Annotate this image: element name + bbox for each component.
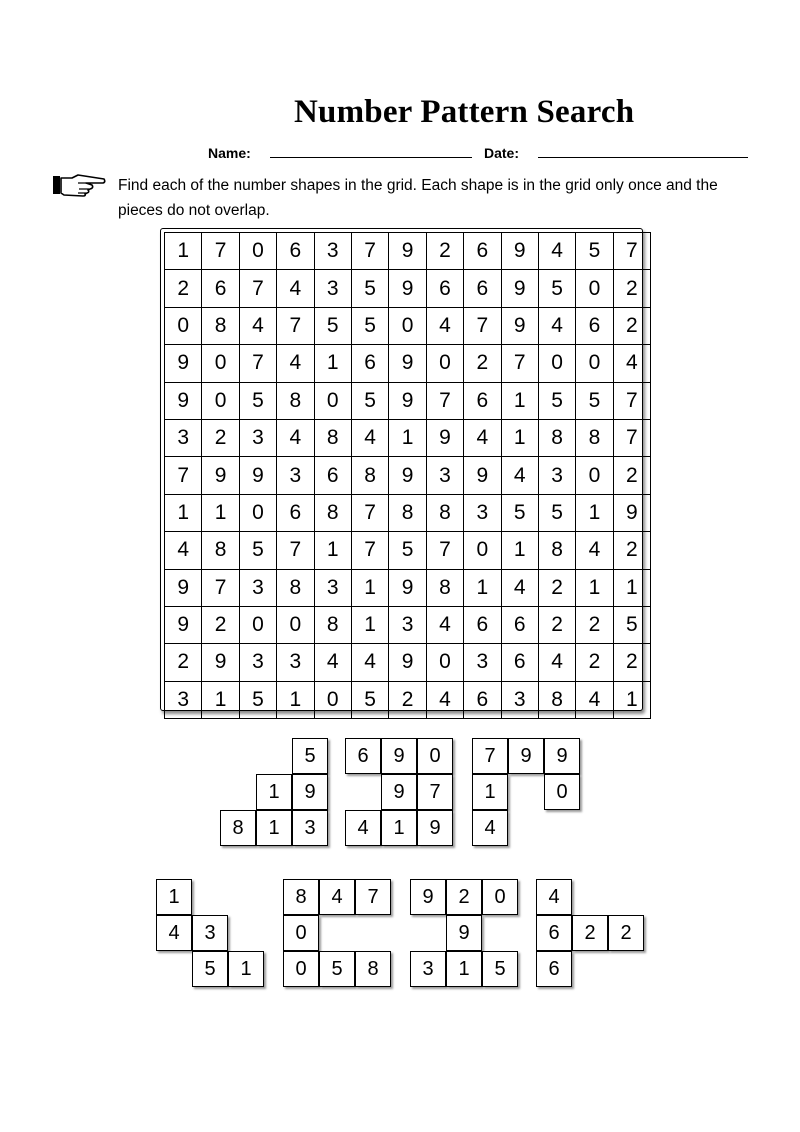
piece-cell: 7 [417, 774, 453, 810]
grid-cell: 5 [351, 382, 388, 419]
grid-cell: 4 [277, 419, 314, 456]
grid-cell: 4 [538, 644, 575, 681]
grid-cell: 8 [576, 419, 613, 456]
grid-cell: 5 [351, 681, 388, 718]
piece-cell: 9 [508, 738, 544, 774]
piece-cell: 3 [410, 951, 446, 987]
grid-cell: 0 [576, 345, 613, 382]
grid-cell: 4 [613, 345, 650, 382]
grid-cell: 8 [389, 494, 426, 531]
piece-cell: 0 [544, 774, 580, 810]
grid-cell: 6 [501, 644, 538, 681]
grid-cell: 3 [277, 457, 314, 494]
piece-cell: 9 [381, 774, 417, 810]
grid-cell: 8 [426, 569, 463, 606]
piece-cell: 4 [472, 810, 508, 846]
worksheet-title: Number Pattern Search [294, 94, 635, 130]
grid-cell: 2 [165, 270, 202, 307]
grid-cell: 4 [501, 569, 538, 606]
grid-cell: 2 [389, 681, 426, 718]
grid-cell: 0 [277, 606, 314, 643]
grid-cell: 8 [538, 532, 575, 569]
grid-cell: 5 [239, 382, 276, 419]
grid-cell: 2 [613, 457, 650, 494]
piece-cell: 6 [536, 915, 572, 951]
grid-row [165, 681, 651, 718]
grid-cell: 4 [426, 681, 463, 718]
grid-cell: 6 [464, 382, 501, 419]
grid-cell: 3 [464, 494, 501, 531]
grid-cell: 6 [576, 307, 613, 344]
piece-cell: 0 [417, 738, 453, 774]
instructions-text: Find each of the number shapes in the grid. Each shape is in the grid only once and the pieces do not overlap. [118, 177, 718, 219]
grid-cell: 6 [464, 681, 501, 718]
grid-cell: 9 [389, 270, 426, 307]
grid-cell: 5 [538, 494, 575, 531]
grid-cell: 2 [464, 345, 501, 382]
grid-cell: 3 [501, 681, 538, 718]
grid-cell: 8 [202, 532, 239, 569]
piece-cell: 1 [446, 951, 482, 987]
grid-row [165, 233, 651, 270]
grid-cell: 9 [165, 382, 202, 419]
grid-cell: 3 [277, 644, 314, 681]
grid-cell: 3 [426, 457, 463, 494]
piece-cell: 1 [156, 879, 192, 915]
grid-cell: 9 [389, 382, 426, 419]
grid-cell: 3 [239, 644, 276, 681]
grid-cell: 3 [165, 419, 202, 456]
grid-cell: 9 [389, 569, 426, 606]
piece-cell: 7 [355, 879, 391, 915]
grid-cell: 2 [613, 644, 650, 681]
grid-cell: 3 [239, 569, 276, 606]
grid-cell: 1 [389, 419, 426, 456]
grid-cell: 8 [351, 457, 388, 494]
grid-cell: 9 [501, 233, 538, 270]
piece-cell: 0 [283, 915, 319, 951]
grid-row [165, 606, 651, 643]
grid-cell: 7 [351, 532, 388, 569]
grid-cell: 4 [538, 307, 575, 344]
piece-cell: 9 [292, 774, 328, 810]
grid-cell: 0 [576, 457, 613, 494]
grid-cell: 3 [314, 569, 351, 606]
grid-cell: 4 [576, 681, 613, 718]
piece-cell: 1 [256, 810, 292, 846]
grid-cell: 5 [389, 532, 426, 569]
name-label: Name: [208, 145, 251, 161]
grid-cell: 3 [389, 606, 426, 643]
grid-cell: 2 [576, 644, 613, 681]
grid-cell: 6 [277, 494, 314, 531]
grid-cell: 0 [202, 382, 239, 419]
grid-cell: 7 [464, 307, 501, 344]
grid-cell: 0 [426, 644, 463, 681]
grid-row [165, 345, 651, 382]
grid-cell: 4 [314, 644, 351, 681]
grid-cell: 2 [165, 644, 202, 681]
grid-row [165, 382, 651, 419]
piece-cell: 9 [410, 879, 446, 915]
grid-cell: 6 [277, 233, 314, 270]
grid-cell: 7 [613, 419, 650, 456]
grid-cell: 5 [351, 270, 388, 307]
grid-cell: 1 [314, 345, 351, 382]
grid-cell: 6 [501, 606, 538, 643]
grid-cell: 7 [239, 345, 276, 382]
grid-cell: 5 [314, 307, 351, 344]
grid-cell: 7 [202, 233, 239, 270]
piece-cell: 5 [292, 738, 328, 774]
grid-row [165, 494, 651, 531]
grid-row [165, 419, 651, 456]
grid-cell: 2 [538, 606, 575, 643]
piece-cell: 2 [608, 915, 644, 951]
piece-cell: 5 [192, 951, 228, 987]
grid-cell: 9 [202, 457, 239, 494]
grid-cell: 9 [202, 644, 239, 681]
grid-cell: 5 [501, 494, 538, 531]
piece-cell: 9 [417, 810, 453, 846]
grid-cell: 0 [239, 606, 276, 643]
grid-cell: 5 [576, 233, 613, 270]
grid-cell: 0 [165, 307, 202, 344]
grid-cell: 4 [426, 307, 463, 344]
date-label: Date: [484, 145, 520, 161]
piece-cell: 3 [192, 915, 228, 951]
piece-cell: 1 [381, 810, 417, 846]
grid-cell: 1 [277, 681, 314, 718]
number-grid [164, 232, 651, 719]
piece-cell: 4 [319, 879, 355, 915]
grid-row [165, 532, 651, 569]
grid-cell: 7 [426, 532, 463, 569]
grid-cell: 8 [277, 569, 314, 606]
grid-cell: 2 [202, 606, 239, 643]
grid-cell: 0 [239, 494, 276, 531]
grid-cell: 9 [165, 569, 202, 606]
grid-cell: 8 [202, 307, 239, 344]
grid-cell: 0 [202, 345, 239, 382]
grid-cell: 1 [202, 494, 239, 531]
piece-cell: 8 [355, 951, 391, 987]
grid-cell: 5 [538, 270, 575, 307]
piece-cell: 4 [345, 810, 381, 846]
grid-cell: 9 [389, 457, 426, 494]
grid-cell: 7 [613, 382, 650, 419]
grid-cell: 1 [464, 569, 501, 606]
grid-row [165, 270, 651, 307]
piece-cell: 5 [319, 951, 355, 987]
piece-cell: 2 [446, 879, 482, 915]
piece-cell: 9 [446, 915, 482, 951]
grid-cell: 1 [165, 494, 202, 531]
grid-cell: 0 [426, 345, 463, 382]
piece-cell: 9 [544, 738, 580, 774]
piece-cell: 8 [220, 810, 256, 846]
grid-cell: 7 [613, 233, 650, 270]
name-line [270, 157, 472, 158]
grid-cell: 6 [426, 270, 463, 307]
grid-cell: 6 [351, 345, 388, 382]
grid-cell: 4 [351, 644, 388, 681]
grid-cell: 0 [576, 270, 613, 307]
grid-cell: 4 [576, 532, 613, 569]
grid-cell: 7 [426, 382, 463, 419]
grid-cell: 2 [613, 270, 650, 307]
piece-cell: 3 [292, 810, 328, 846]
piece-cell: 4 [536, 879, 572, 915]
grid-cell: 2 [613, 307, 650, 344]
grid-cell: 1 [202, 681, 239, 718]
grid-cell: 1 [351, 569, 388, 606]
piece-cell: 6 [345, 738, 381, 774]
grid-cell: 4 [464, 419, 501, 456]
grid-cell: 2 [202, 419, 239, 456]
grid-cell: 8 [538, 419, 575, 456]
grid-cell: 0 [314, 681, 351, 718]
grid-cell: 7 [202, 569, 239, 606]
grid-cell: 1 [501, 419, 538, 456]
grid-cell: 7 [239, 270, 276, 307]
pointing-hand-icon [52, 173, 106, 197]
piece-cell: 1 [256, 774, 292, 810]
grid-cell: 8 [314, 606, 351, 643]
piece-cell: 0 [283, 951, 319, 987]
grid-cell: 9 [389, 233, 426, 270]
grid-cell: 9 [165, 606, 202, 643]
grid-cell: 5 [351, 307, 388, 344]
grid-cell: 0 [464, 532, 501, 569]
grid-cell: 2 [538, 569, 575, 606]
date-line [538, 157, 748, 158]
grid-cell: 4 [277, 345, 314, 382]
grid-cell: 3 [165, 681, 202, 718]
grid-cell: 1 [576, 569, 613, 606]
grid-cell: 8 [314, 494, 351, 531]
grid-cell: 1 [501, 532, 538, 569]
piece-cell: 0 [482, 879, 518, 915]
piece-cell: 7 [472, 738, 508, 774]
grid-row [165, 569, 651, 606]
grid-cell: 1 [351, 606, 388, 643]
grid-cell: 3 [464, 644, 501, 681]
grid-cell: 6 [464, 270, 501, 307]
grid-cell: 6 [314, 457, 351, 494]
grid-cell: 4 [239, 307, 276, 344]
grid-cell: 6 [202, 270, 239, 307]
grid-cell: 1 [165, 233, 202, 270]
grid-cell: 7 [501, 345, 538, 382]
grid-cell: 6 [464, 233, 501, 270]
grid-cell: 2 [576, 606, 613, 643]
grid-cell: 8 [426, 494, 463, 531]
grid-cell: 0 [538, 345, 575, 382]
piece-cell: 5 [482, 951, 518, 987]
grid-cell: 7 [351, 233, 388, 270]
grid-row [165, 457, 651, 494]
piece-cell: 6 [536, 951, 572, 987]
grid-cell: 7 [165, 457, 202, 494]
grid-cell: 5 [613, 606, 650, 643]
grid-cell: 1 [576, 494, 613, 531]
grid-cell: 4 [501, 457, 538, 494]
grid-cell: 3 [538, 457, 575, 494]
grid-cell: 5 [239, 532, 276, 569]
grid-cell: 1 [314, 532, 351, 569]
grid-cell: 9 [165, 345, 202, 382]
grid-cell: 0 [389, 307, 426, 344]
grid-cell: 9 [464, 457, 501, 494]
grid-cell: 9 [501, 270, 538, 307]
grid-cell: 9 [389, 345, 426, 382]
grid-cell: 7 [277, 307, 314, 344]
grid-cell: 1 [501, 382, 538, 419]
piece-cell: 1 [228, 951, 264, 987]
grid-cell: 5 [538, 382, 575, 419]
grid-cell: 3 [314, 270, 351, 307]
grid-cell: 4 [277, 270, 314, 307]
grid-row [165, 644, 651, 681]
piece-cell: 2 [572, 915, 608, 951]
grid-cell: 8 [538, 681, 575, 718]
grid-cell: 1 [613, 681, 650, 718]
piece-cell: 1 [472, 774, 508, 810]
grid-cell: 0 [314, 382, 351, 419]
grid-cell: 0 [239, 233, 276, 270]
grid-cell: 7 [277, 532, 314, 569]
grid-row [165, 307, 651, 344]
grid-cell: 7 [351, 494, 388, 531]
grid-cell: 5 [576, 382, 613, 419]
grid-cell: 3 [239, 419, 276, 456]
grid-cell: 4 [538, 233, 575, 270]
grid-cell: 6 [464, 606, 501, 643]
grid-cell: 8 [314, 419, 351, 456]
grid-cell: 3 [314, 233, 351, 270]
grid-cell: 5 [239, 681, 276, 718]
piece-cell: 9 [381, 738, 417, 774]
grid-cell: 1 [613, 569, 650, 606]
grid-cell: 9 [239, 457, 276, 494]
grid-cell: 2 [613, 532, 650, 569]
grid-cell: 9 [426, 419, 463, 456]
grid-cell: 9 [613, 494, 650, 531]
grid-cell: 4 [351, 419, 388, 456]
grid-cell: 8 [277, 382, 314, 419]
grid-cell: 4 [426, 606, 463, 643]
grid-cell: 9 [501, 307, 538, 344]
grid-cell: 9 [389, 644, 426, 681]
grid-cell: 4 [165, 532, 202, 569]
piece-cell: 8 [283, 879, 319, 915]
grid-cell: 2 [426, 233, 463, 270]
piece-cell: 4 [156, 915, 192, 951]
